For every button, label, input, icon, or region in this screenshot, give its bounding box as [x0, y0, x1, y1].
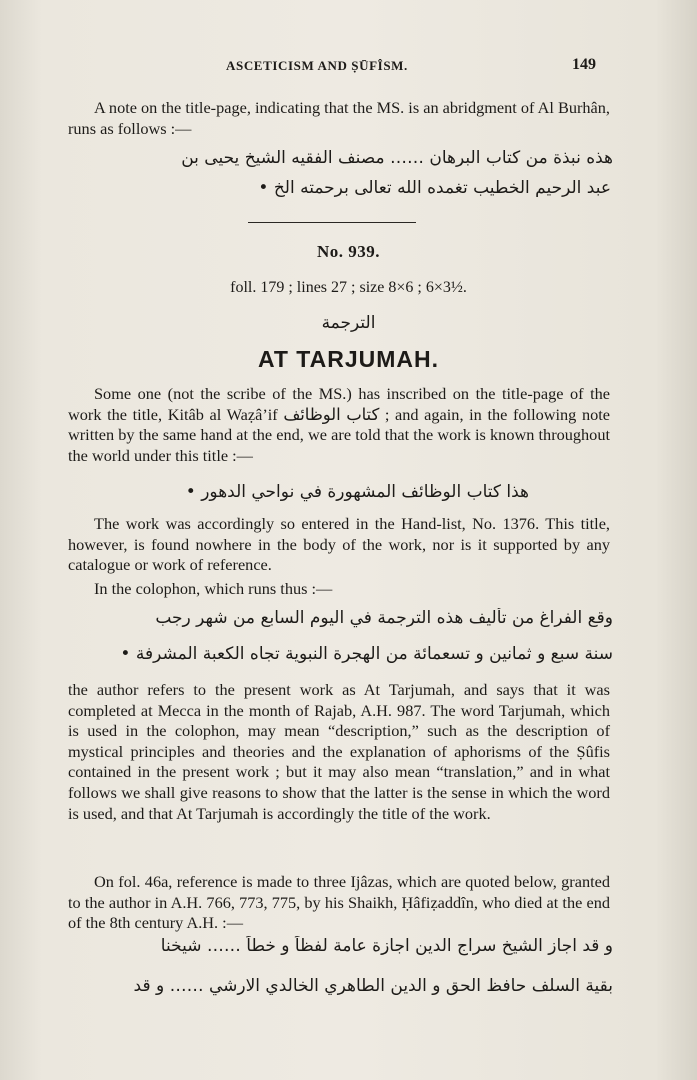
arabic-colophon-line-2: سنة سبع و ثمانين و تسعمائة من الهجرة النبوية تجاه الكعبة المشرفة • — [120, 644, 613, 664]
ijaza-paragraph: On fol. 46a, reference is made to three Ijâzas, which are quoted below, granted to the author in A.H. 766, 773, 775, by his Shaikh, Ḥâfiẓaddîn, who died at the end of the 8th century A.H. :— — [68, 872, 610, 933]
handlist-paragraph: The work was accordingly so entered in the Hand-list, No. 1376. This title, however, is found nowhere in the body of the work, nor is it supported by any catalogue or work of reference. — [68, 514, 610, 575]
arabic-title: الترجمة — [321, 313, 376, 333]
arabic-known-line: هذا كتاب الوظائف المشهورة في نواحي الدهور • — [185, 482, 529, 502]
description-paragraph: Some one (not the scribe of the MS.) has inscribed on the title-page of the work the title, Kitâb al Waẓâ’if كتاب الوظائف ; and again, in the following note written by the same hand at the end, we are told that the work is known throughout the world under this title :— — [68, 384, 611, 465]
running-title: ASCETICISM AND ṢŪFÎSM. — [226, 58, 408, 73]
section-divider — [248, 222, 416, 223]
arabic-ijaza-line-1: و قد اجاز الشيخ سراج الدين اجازة عامة لفظاً و خطاً …… شيخنا — [160, 936, 613, 956]
arabic-note-line-2: عبد الرحيم الخطيب تغمده الله تعالى برحمته الخ • — [258, 178, 611, 198]
entry-number: No. 939. — [316, 242, 381, 261]
arabic-ijaza-line-2: بقية السلف حافظ الحق و الدين الطاهري الخالدي الارشي …… و قد — [133, 976, 613, 996]
colophon-intro: In the colophon, which runs thus :— — [94, 579, 333, 598]
author-paragraph: the author refers to the present work as At Tarjumah, and says that it was completed at Mecca in the month of Rajab, A.H. 987. The word Tarjumah, which is used in the colophon, may mean “description,” such as the description of mystical principles and theories and the explanation of aphorisms of the Ṣûfis contained in the present work ; but it may also mean “translation,” and in what follows we shall give reasons to show that the latter is the sense in which the word is used, and that At Tarjumah is accordingly the title of the work. — [68, 680, 610, 823]
arabic-colophon-line-1: وقع الفراغ من تأليف هذه الترجمة في اليوم السابع من شهر رجب — [155, 608, 613, 628]
entry-title: AT TARJUMAH. — [257, 346, 440, 372]
note-paragraph: A note on the title-page, indicating that the MS. is an abridgment of Al Burhân, runs as follows :— — [68, 98, 610, 138]
arabic-note-line-1: هذه نبذة من كتاب البرهان …… مصنف الفقيه الشيخ يحيى بن — [181, 148, 613, 168]
folio-details: foll. 179 ; lines 27 ; size 8×6 ; 6×3½. — [230, 279, 467, 296]
page-number: 149 — [572, 56, 596, 73]
